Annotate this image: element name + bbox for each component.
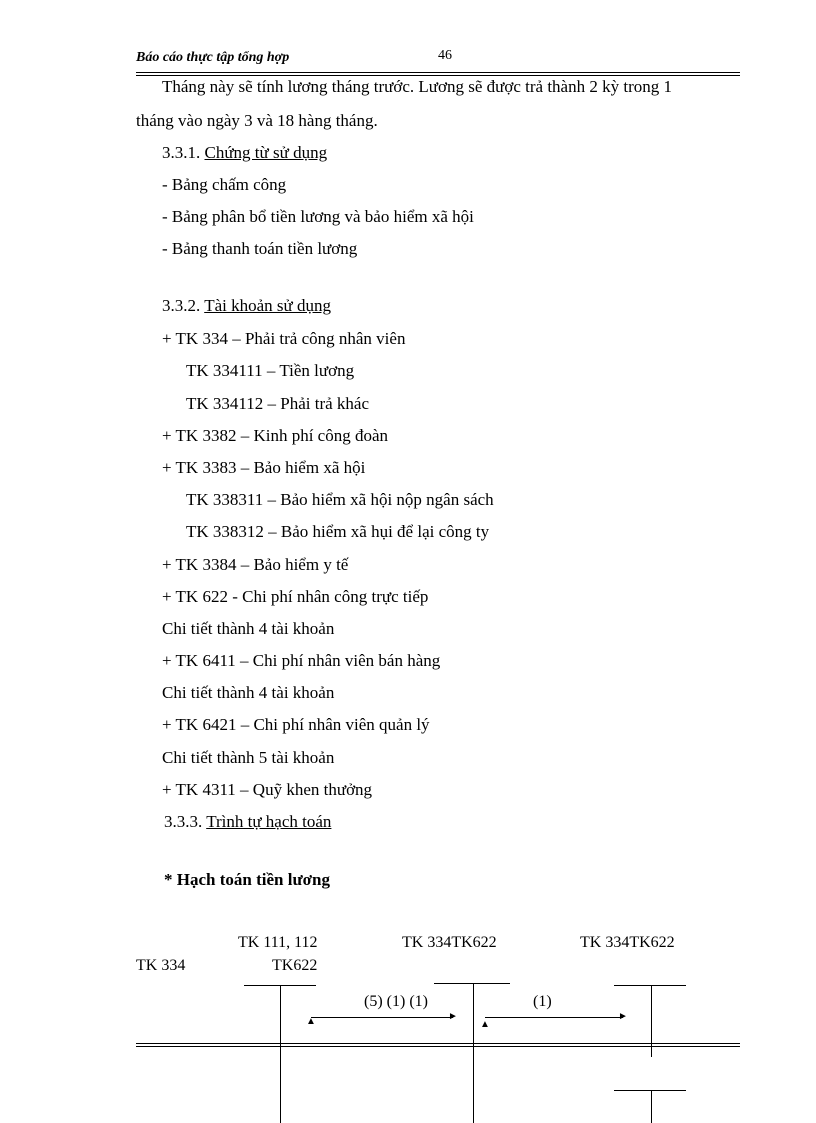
diagram-label-tk334: TK 334 [136, 957, 186, 974]
section-333-heading [164, 812, 331, 832]
account-note-2: Chi tiết thành 4 tài khoản [162, 683, 335, 702]
arrow-1-label: (5) (1) (1) [364, 993, 428, 1010]
t-account-2-top [434, 983, 510, 984]
section-332-heading [162, 296, 331, 316]
t-account-1-stem [280, 985, 281, 1123]
doc-item-3: - Bảng thanh toán tiền lương [162, 239, 358, 258]
account-tk334: + TK 334 – Phải trả công nhân viên [162, 329, 406, 348]
t-account-4-stem [651, 1090, 652, 1123]
section-number: 3.3.1. [162, 143, 205, 162]
arrow-1-tail-icon: ▲ [306, 1016, 316, 1027]
section-331-title: Chứng từ sử dụng [204, 143, 328, 162]
salary-accounting-heading: * Hạch toán tiền lương [164, 870, 331, 889]
account-tk3383: + TK 3383 – Bảo hiểm xã hội [162, 458, 366, 477]
account-tk622: + TK 622 - Chi phí nhân công trực tiếp [162, 587, 429, 606]
arrow-2-head-icon: ► [618, 1011, 628, 1022]
arrow-2-label: (1) [533, 993, 552, 1010]
doc-item-1: - Bảng chấm công [162, 175, 287, 194]
account-tk338311: TK 338311 – Bảo hiểm xã hội nộp ngân sách [186, 490, 494, 509]
account-tk4311: + TK 4311 – Quỹ khen thưởng [162, 780, 373, 799]
diagram-label-tk334tk622-b: TK 334TK622 [580, 934, 675, 951]
account-note-3: Chi tiết thành 5 tài khoản [162, 748, 335, 767]
account-tk338312: TK 338312 – Bảo hiểm xã hụi để lại công ty [186, 522, 490, 541]
body-line-2: tháng vào ngày 3 và 18 hàng tháng. [136, 111, 378, 130]
header-rule-top [136, 72, 740, 73]
account-tk6421: + TK 6421 – Chi phí nhân viên quản lý [162, 715, 430, 734]
account-tk3384: + TK 3384 – Bảo hiểm y tế [162, 555, 349, 574]
body-line-1: Tháng này sẽ tính lương tháng trước. Lương sẽ được trả thành 2 kỳ trong 1 [162, 77, 672, 96]
section-331-heading [162, 143, 327, 163]
arrow-2-tail-icon: ▲ [480, 1019, 490, 1030]
section-333-title: Trình tự hạch toán [206, 812, 332, 831]
page-number: 46 [438, 48, 452, 63]
section-number: 3.3.2. [162, 296, 205, 315]
account-tk334111: TK 334111 – Tiền lương [186, 361, 355, 380]
diagram-label-tk334tk622-a: TK 334TK622 [402, 934, 497, 951]
section-number: 3.3.3. [164, 812, 207, 831]
account-tk3382: + TK 3382 – Kinh phí công đoàn [162, 426, 389, 445]
t-account-2-stem [473, 983, 474, 1123]
t-account-4-top [614, 1090, 686, 1091]
diagram-rule-top [136, 1043, 740, 1044]
account-tk6411: + TK 6411 – Chi phí nhân viên bán hàng [162, 651, 441, 670]
diagram-rule-bottom [136, 1046, 740, 1047]
header-rule-bottom [136, 75, 740, 76]
arrow-1-line [311, 1017, 453, 1018]
account-tk334112: TK 334112 – Phải trả khác [186, 394, 370, 413]
arrow-1-head-icon: ► [448, 1011, 458, 1022]
diagram-label-tk111-112: TK 111, 112 [238, 934, 318, 951]
arrow-2-line [485, 1017, 623, 1018]
section-332-title: Tài khoản sử dụng [204, 296, 331, 315]
t-account-3-top [614, 985, 686, 986]
account-note-1: Chi tiết thành 4 tài khoản [162, 619, 335, 638]
diagram-label-tk622: TK622 [272, 957, 318, 974]
doc-item-2: - Bảng phân bổ tiền lương và bảo hiểm xã hội [162, 207, 474, 226]
header-title: Báo cáo thực tập tổng hợp [136, 50, 290, 65]
